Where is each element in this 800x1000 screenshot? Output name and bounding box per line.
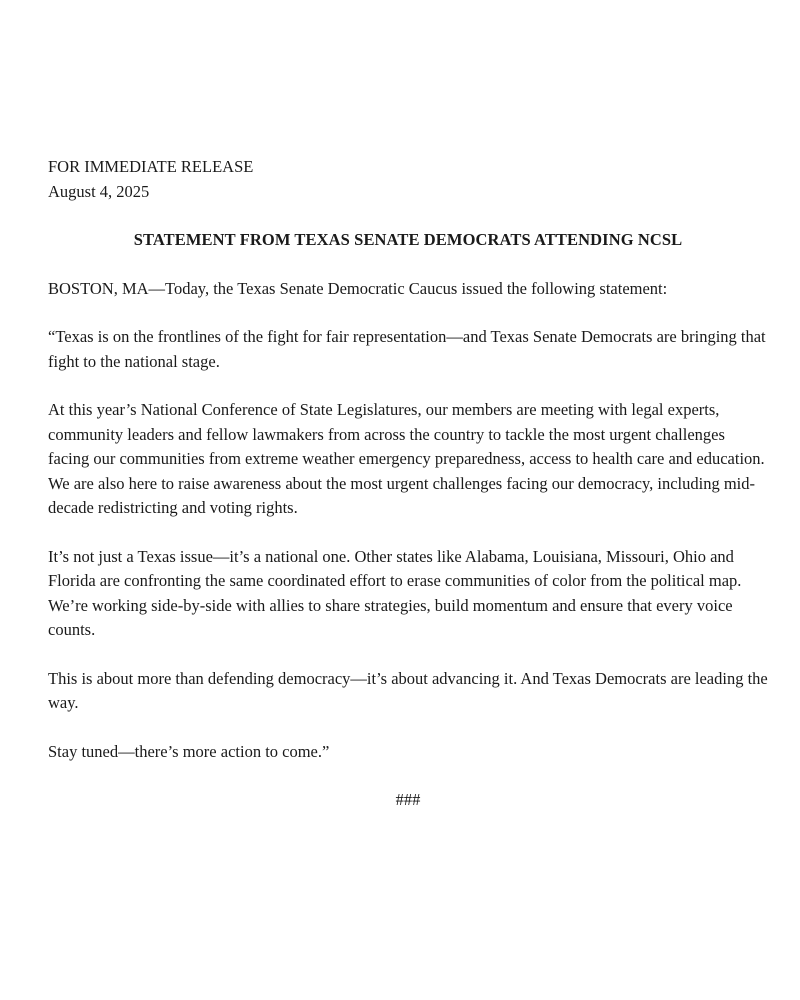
body-paragraph: At this year’s National Conference of State Legislatures, our members are meeting with legal experts, community leaders and fellow lawmakers from across the country to tackle the most urgent challenges facing our communities from extreme weather emergency preparedness, access to health care and education. We are also here to raise awareness about the most urgent challenges facing our democracy, including mid-decade redistricting and voting rights.	[48, 400, 765, 517]
body-paragraph: It’s not just a Texas issue—it’s a national one. Other states like Alabama, Louisiana, Missouri, Ohio and Florida are confronting the same coordinated effort to erase communities of color from the political map. We’re working side-by-side with allies to share strategies, build momentum and ensure that every voice counts.	[48, 546, 742, 639]
body-paragraph: This is about more than defending democracy—it’s about advancing it. And Texas Democrats are leading the way.	[48, 668, 768, 712]
body-paragraph: “Texas is on the frontlines of the fight for fair representation—and Texas Senate Democrats are bringing that fight to the national stage.	[48, 327, 766, 371]
press-release	[48, 155, 768, 813]
body-paragraph: Stay tuned—there’s more action to come.”	[48, 741, 330, 761]
release-date: August 4, 2025	[48, 181, 150, 201]
dateline-paragraph: BOSTON, MA—Today, the Texas Senate Democratic Caucus issued the following statement:	[48, 278, 668, 298]
release-label: FOR IMMEDIATE RELEASE	[48, 157, 254, 176]
release-header	[48, 155, 768, 204]
headline: STATEMENT FROM TEXAS SENATE DEMOCRATS ATTENDING NCSL	[133, 230, 683, 249]
end-mark: ###	[395, 790, 421, 809]
